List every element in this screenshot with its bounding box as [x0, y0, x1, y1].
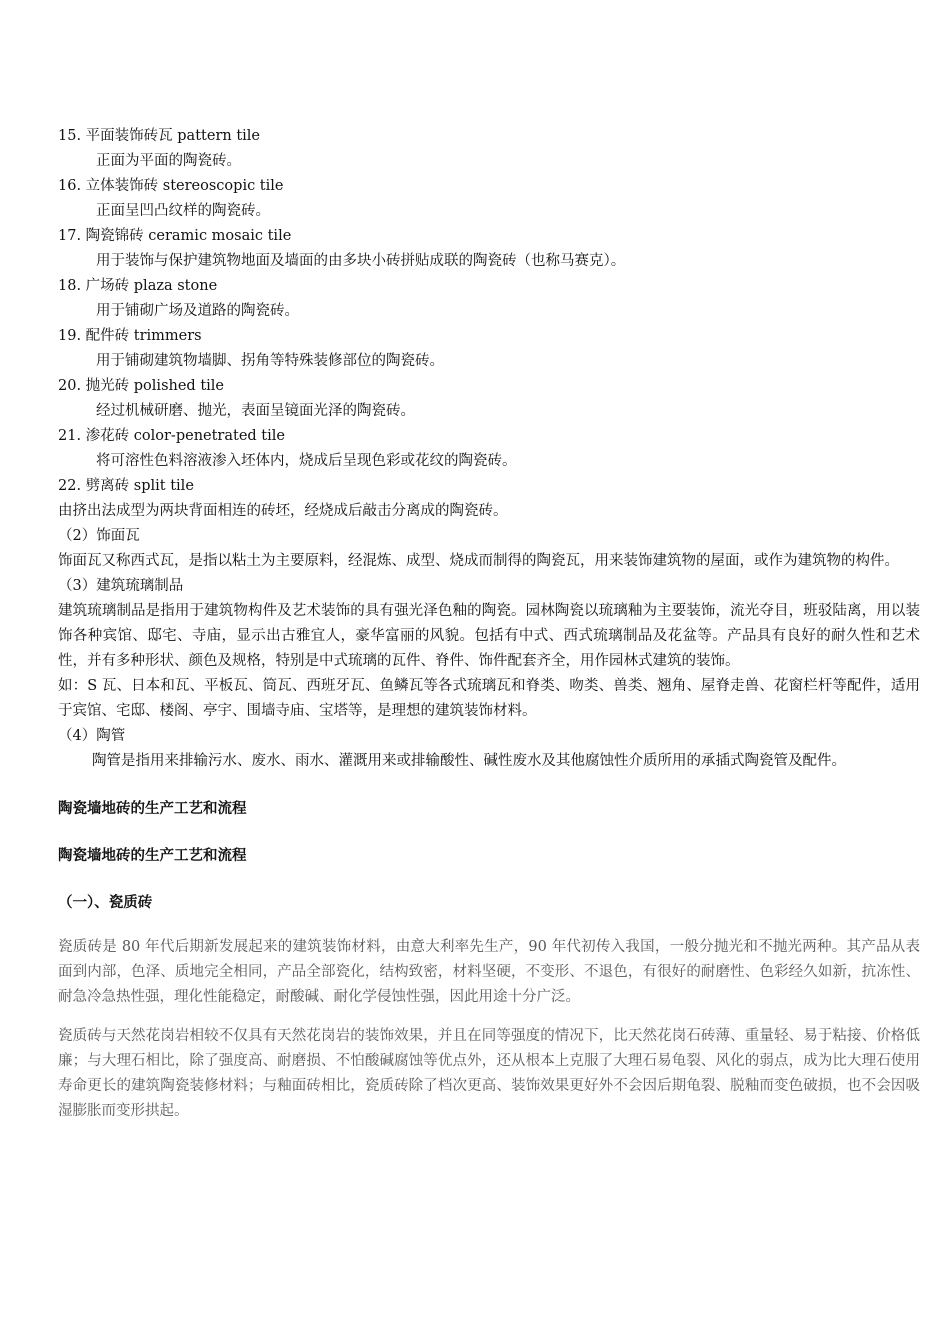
item-desc-19: 用于铺砌建筑物墙脚、拐角等特殊装修部位的陶瓷砖。 — [96, 353, 444, 369]
section-title-glazed-products: （3）建筑琉璃制品 — [58, 578, 184, 594]
item-heading-17: 17. 陶瓷锦砖 ceramic mosaic tile — [58, 228, 292, 244]
spacer — [58, 915, 920, 935]
item-heading-16: 16. 立体装饰砖 stereoscopic tile — [58, 178, 284, 194]
section-body-ceramic-pipe: 陶管是指用来排输污水、废水、雨水、灌溉用来或排输酸性、碱性废水及其他腐蚀性介质所用的承插式陶瓷管及配件。 — [92, 753, 846, 769]
item-desc-15: 正面为平面的陶瓷砖。 — [96, 153, 241, 169]
document-body — [58, 124, 920, 1124]
item-heading-21: 21. 渗花砖 color-penetrated tile — [58, 428, 285, 444]
paragraph-porcelain-comparison: 瓷质砖与天然花岗岩相较不仅具有天然花岗岩的装饰效果，并且在同等强度的情况下，比天然花岗石砖薄、重量轻、易于粘接、价格低廉；与大理石相比，除了强度高、耐磨损、不怕酸碱腐蚀等优点外，还从根本上克服了大理石易龟裂、风化的弱点，成为比大理石使用寿命更长的建筑陶瓷装修材料；与釉面砖相比，瓷质砖除了档次更高、装饰效果更好外不会因后期龟裂、脱釉而变色破损，也不会因吸湿膨胀而变形拱起。 — [58, 1028, 920, 1119]
item-heading-19: 19. 配件砖 trimmers — [58, 328, 202, 344]
section-body-roof-tile: 饰面瓦又称西式瓦，是指以粘土为主要原料，经混炼、成型、烧成而制得的陶瓷瓦，用来装饰建筑物的屋面，或作为建筑物的构件。 — [58, 553, 899, 569]
spacer — [58, 821, 920, 843]
item-desc-22: 由挤出法成型为两块背面相连的砖坯，经烧成后敲击分离成的陶瓷砖。 — [58, 503, 508, 519]
paragraph-porcelain-intro: 瓷质砖是 80 年代后期新发展起来的建筑装饰材料，由意大利率先生产，90 年代初传入我国，一般分抛光和不抛光两种。其产品从表面到内部，色泽、质地完全相同，产品全部瓷化，结构致密，材料坚硬，不变形、不退色，有很好的耐磨性、色彩经久如新，抗冻性、耐急冷急热性强，理化性能稳定，耐酸碱、耐化学侵蚀性强，因此用途十分广泛。 — [58, 939, 920, 1005]
item-desc-21: 将可溶性色料溶液渗入坯体内，烧成后呈现色彩或花纹的陶瓷砖。 — [96, 453, 517, 469]
section-title-ceramic-pipe: （4）陶管 — [58, 728, 126, 744]
item-desc-16: 正面呈凹凸纹样的陶瓷砖。 — [96, 203, 270, 219]
section-body-glazed-examples: 如：S 瓦、日本和瓦、平板瓦、筒瓦、西班牙瓦、鱼鳞瓦等各式琉璃瓦和脊类、吻类、兽类、翘角、屋脊走兽、花窗栏杆等配件，适用于宾馆、宅邸、楼阁、亭宇、围墙寺庙、宝塔等，是理想的建筑装饰材料。 — [58, 678, 920, 719]
item-heading-22: 22. 劈离砖 split tile — [58, 478, 194, 494]
section-body-glazed-products: 建筑琉璃制品是指用于建筑物构件及艺术装饰的具有强光泽色釉的陶瓷。园林陶瓷以琉璃釉为主要装饰，流光夺目，班驳陆离，用以装饰各种宾馆、邸宅、寺庙，显示出古雅宜人，豪华富丽的风貌。包括有中式、西式琉璃制品及花盆等。产品具有良好的耐久性和艺术性，并有多种形状、颜色及规格，特别是中式琉璃的瓦件、脊件、饰件配套齐全，用作园林式建筑的装饰。 — [58, 603, 920, 669]
item-desc-17: 用于装饰与保护建筑物地面及墙面的由多块小砖拼贴成联的陶瓷砖（也称马赛克）。 — [96, 253, 626, 269]
heading-porcelain-tile: （一）、瓷质砖 — [58, 894, 153, 911]
spacer — [58, 1010, 920, 1024]
item-heading-18: 18. 广场砖 plaza stone — [58, 278, 218, 294]
item-desc-20: 经过机械研磨、抛光，表面呈镜面光泽的陶瓷砖。 — [96, 403, 415, 419]
section-title-roof-tile: （2）饰面瓦 — [58, 528, 140, 544]
item-heading-20: 20. 抛光砖 polished tile — [58, 378, 224, 394]
item-desc-18: 用于铺砌广场及道路的陶瓷砖。 — [96, 303, 299, 319]
item-heading-15: 15. 平面装饰砖瓦 pattern tile — [58, 128, 261, 144]
spacer — [58, 868, 920, 890]
heading-production-process: 陶瓷墙地砖的生产工艺和流程 — [58, 800, 247, 817]
heading-production-process-repeat: 陶瓷墙地砖的生产工艺和流程 — [58, 847, 247, 864]
spacer — [58, 774, 920, 796]
